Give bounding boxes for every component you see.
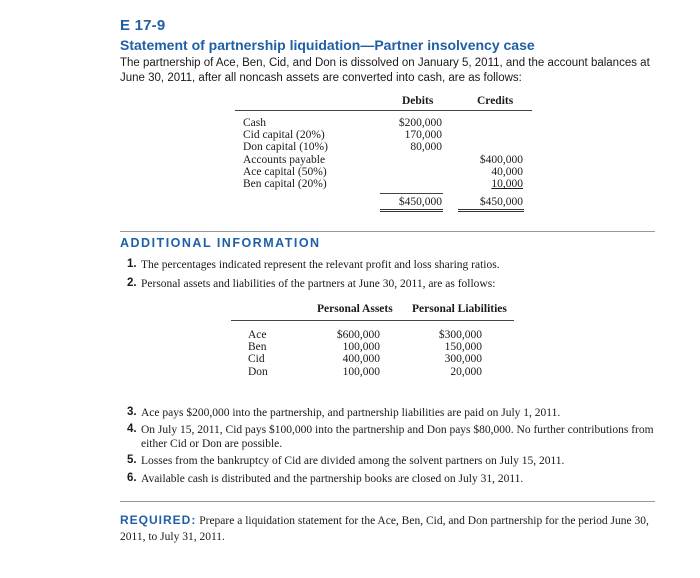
credit-total-double-rule [458,209,524,212]
item-text: On July 15, 2011, Cid pays $100,000 into the partnership and Don pays $80,000. No further contributions from either Cid or Don are possible. [141,424,654,450]
item-text: Personal assets and liabilities of the partners at June 30, 2011, are as follows: [141,278,496,290]
debit-value: $200,000 [398,117,442,129]
exercise-number: E 17-9 [120,17,166,34]
personal-asset-values [322,329,380,378]
credit-value: 10,000 [491,178,523,191]
personal-liability-value: 300,000 [444,353,482,366]
account-name: Ace capital (50%) [243,165,327,178]
personal-asset-value: 100,000 [342,365,380,378]
item-text: The percentages indicated represent the relevant profit and loss sharing ratios. [141,259,500,271]
partner-name: Cid [248,353,265,366]
balance-table-top-rule [235,110,532,111]
debit-value: 80,000 [410,141,442,154]
item-number: 3. [127,406,137,418]
exercise-title: Statement of partnership liquidation—Partner insolvency case [120,37,535,53]
account-name: Cash [243,117,266,129]
account-name: Cid capital (20%) [243,129,325,142]
item-text: Losses from the bankruptcy of Cid are divided among the solvent partners on July 15, 2011. [141,455,565,467]
personal-asset-value: $600,000 [336,329,380,341]
item-text: Ace pays $200,000 into the partnership, and partnership liabilities are paid on July 1, 2011. [141,407,561,419]
personal-liability-value: 150,000 [444,341,482,354]
credit-value: 40,000 [491,166,523,179]
item-text: Available cash is distributed and the partnership books are closed on July 31, 2011. [141,473,524,485]
credit-values [460,154,523,191]
required-paragraph [120,512,655,545]
intro-paragraph: The partnership of Ace, Ben, Cid, and Don is dissolved on January 5, 2011, and the account balances at June 30, 2011, after all noncash assets are converted into cash, are as follows: [120,57,650,84]
credits-header: Credits [477,95,514,107]
required-divider [120,501,655,502]
required-label: REQUIRED: [120,513,197,527]
account-name: Accounts payable [243,153,326,166]
item-number: 1. [127,258,137,270]
total-credits: $450,000 [479,196,523,208]
account-names [243,117,328,190]
partner-name: Don [248,365,268,378]
debit-total-double-rule [380,209,443,212]
item-number: 6. [127,472,137,484]
credit-value: $400,000 [479,154,523,166]
personal-table-top-rule [231,320,514,321]
item-number: 2. [127,277,137,289]
required-text: Prepare a liquidation statement for the Ace, Ben, Cid, and Don partnership for the period June 30, 2011, to July 31, 2011. [120,515,649,543]
account-name: Don capital (10%) [243,141,328,154]
personal-asset-value: 400,000 [342,353,380,366]
total-debits: $450,000 [398,196,442,208]
personal-liability-value: 20,000 [450,365,482,378]
partner-name: Ace [248,329,267,341]
item-number: 4. [127,423,137,435]
personal-liability-values [420,329,482,378]
debit-value: 170,000 [404,129,442,142]
debits-header: Debits [402,95,434,107]
item-number: 5. [127,454,137,466]
section-divider [120,231,655,232]
debit-values [380,117,442,154]
additional-info-heading: ADDITIONAL INFORMATION [120,236,321,250]
debit-total-rule [380,193,443,194]
personal-liability-value: $300,000 [438,329,482,341]
partner-names [248,329,268,378]
personal-liabilities-header: Personal Liabilities [412,303,507,315]
personal-assets-header: Personal Assets [317,303,393,315]
account-name: Ben capital (20%) [243,178,327,191]
personal-asset-value: 100,000 [342,341,380,354]
partner-name: Ben [248,341,267,354]
